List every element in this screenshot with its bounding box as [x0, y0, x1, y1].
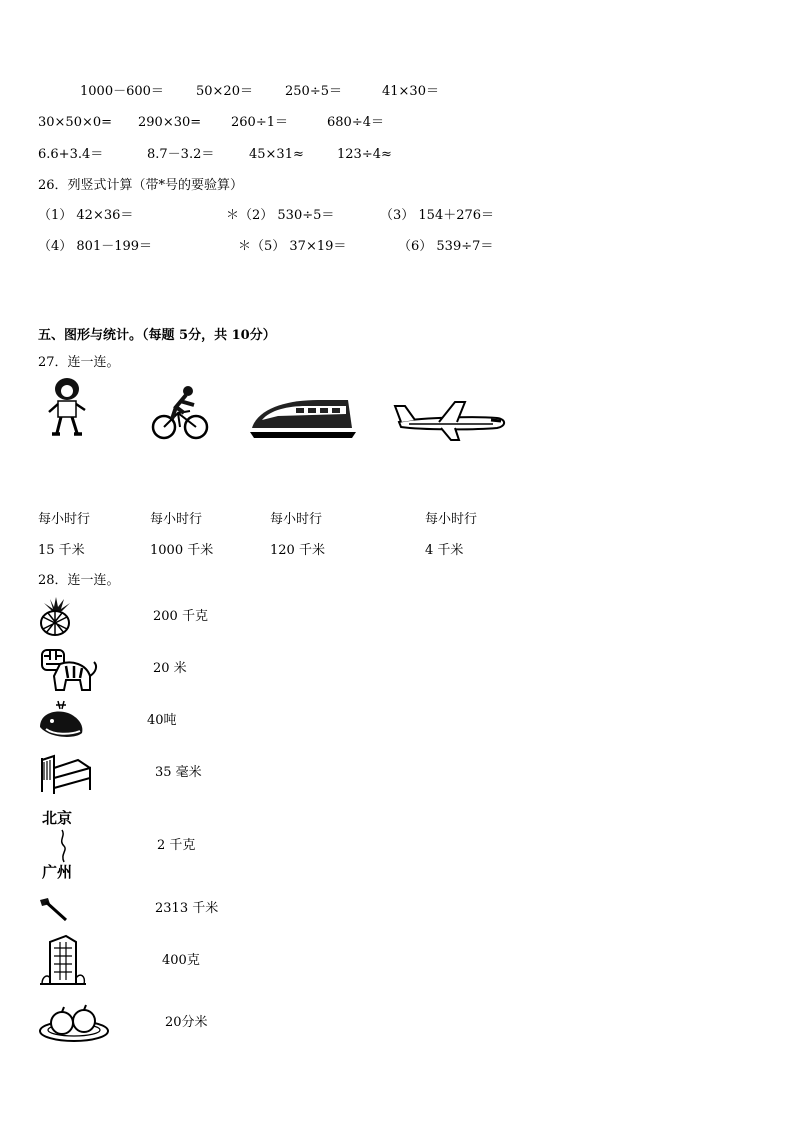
measure-label: 2 千克 — [157, 838, 196, 853]
beijing-guangzhou-map-icon — [38, 808, 88, 884]
whale-icon — [38, 699, 86, 741]
calc-item: 6.6+3.4＝ — [38, 147, 104, 162]
apple-plate-icon — [38, 1003, 110, 1043]
calc-item: 1000－600＝ — [80, 84, 164, 99]
cyclist-icon — [150, 383, 210, 443]
vertical-calc-item: （3） 154＋276＝ — [380, 208, 495, 223]
vertical-calc-item: ＊（2） 530÷5＝ — [226, 208, 335, 223]
calc-item: 290×30= — [138, 115, 202, 130]
speed-label: 每小时行 — [38, 512, 91, 527]
speed-value: 4 千米 — [425, 543, 464, 558]
calc-item: 250÷5＝ — [285, 84, 342, 99]
speed-value: 15 千米 — [38, 543, 85, 558]
calc-item: 123÷4≈ — [337, 147, 392, 162]
calc-item: 30×50×0= — [38, 115, 113, 130]
nail-icon — [38, 896, 70, 922]
vertical-calc-item: （4） 801－199＝ — [38, 239, 153, 254]
speed-label: 每小时行 — [150, 512, 203, 527]
map-label-guangzhou: 广州 — [42, 863, 73, 881]
measure-label: 20 米 — [153, 661, 187, 676]
vertical-calc-item: （1） 42×36＝ — [38, 208, 134, 223]
measure-label: 20分米 — [165, 1015, 208, 1030]
calc-item: 8.7－3.2＝ — [147, 147, 215, 162]
child-walking-icon — [46, 377, 88, 439]
bed-icon — [38, 748, 94, 796]
calc-item: 260÷1＝ — [231, 115, 288, 130]
map-label-beijing: 北京 — [42, 809, 73, 827]
measure-label: 200 千克 — [153, 609, 208, 624]
speed-value: 120 千米 — [270, 543, 325, 558]
building-icon — [38, 934, 88, 986]
pineapple-icon — [38, 597, 72, 637]
measure-label: 40吨 — [147, 713, 177, 728]
airplane-icon — [393, 400, 509, 442]
calc-item: 680÷4＝ — [327, 115, 384, 130]
high-speed-train-icon — [248, 394, 358, 442]
measure-label: 35 毫米 — [155, 765, 202, 780]
section-5-title: 五、图形与统计。（每题 5分，共 10分） — [38, 328, 276, 343]
vertical-calc-item: ＊（5） 37×19＝ — [238, 239, 347, 254]
calc-item: 45×31≈ — [249, 147, 304, 162]
measure-label: 400克 — [162, 953, 200, 968]
speed-label: 每小时行 — [270, 512, 323, 527]
speed-value: 1000 千米 — [150, 543, 214, 558]
speed-label: 每小时行 — [425, 512, 478, 527]
tiger-icon — [38, 646, 100, 694]
question-26-title: 26．列竖式计算（带*号的要验算） — [38, 178, 244, 193]
measure-label: 2313 千米 — [155, 901, 219, 916]
calc-item: 50×20＝ — [196, 84, 253, 99]
vertical-calc-item: （6） 539÷7＝ — [398, 239, 494, 254]
question-28-title: 28．连一连。 — [38, 573, 120, 588]
question-27-title: 27．连一连。 — [38, 355, 120, 370]
calc-item: 41×30＝ — [382, 84, 439, 99]
